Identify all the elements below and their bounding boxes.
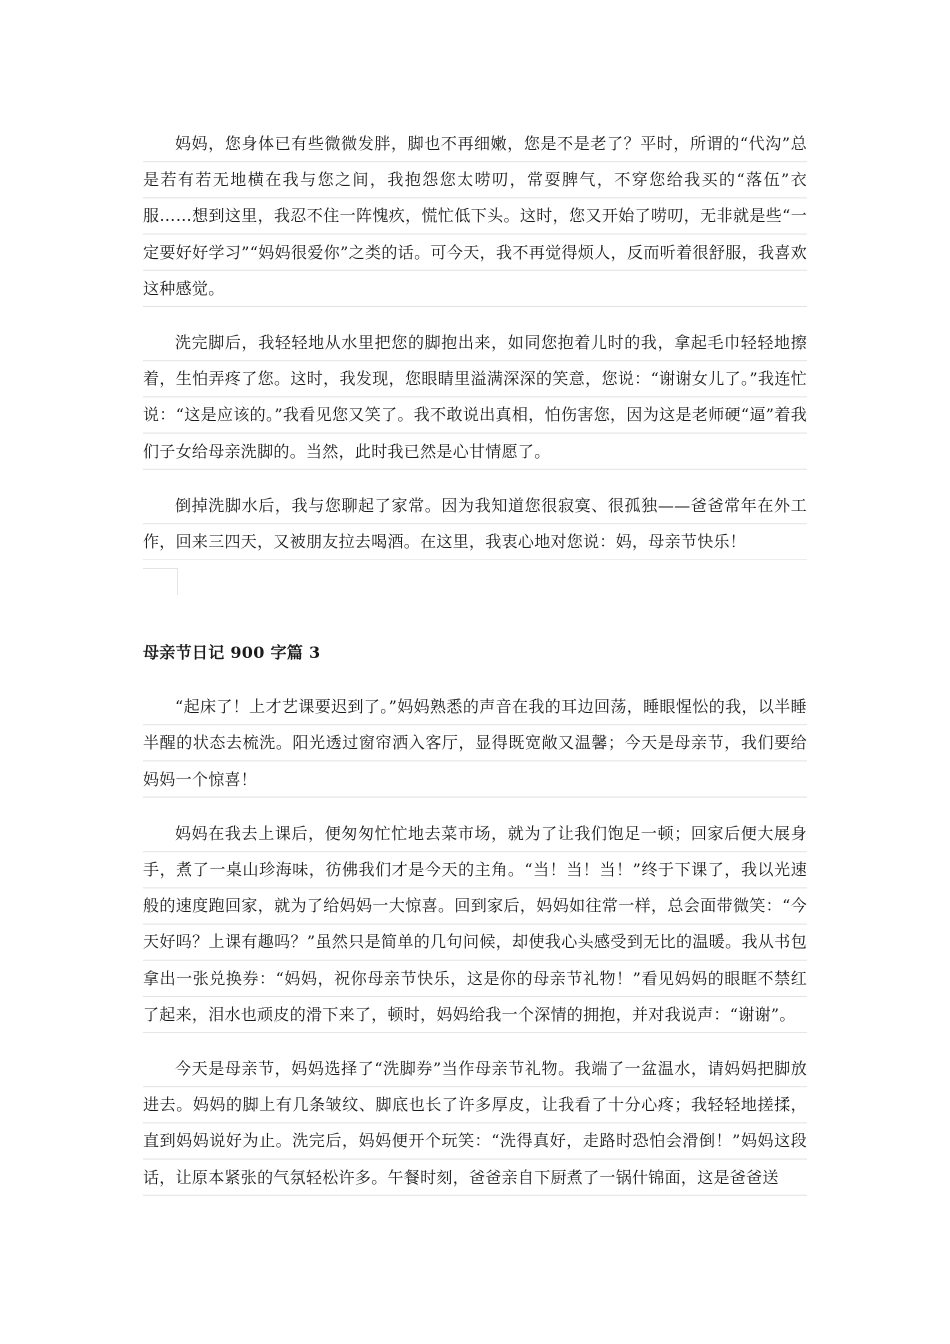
paragraph-gap <box>143 1033 807 1051</box>
empty-text-box <box>143 568 178 595</box>
section-gap <box>143 671 807 689</box>
paragraph: 妈妈，您身体已有些微微发胖，脚也不再细嫩，您是不是老了？平时，所谓的“代沟”总是若有若无地横在我与您之间，我抱怨您太唠叨，常耍脾气，不穿您给我买的“落伍”衣服……想到这里，我忍不住一阵愧疚，慌忙低下头。这时，您又开始了唠叨，无非就是些“一定要好好学习”“妈妈很爱你”之类的话。可今天，我不再觉得烦人，反而听着很舒服，我喜欢这种感觉。 <box>143 126 807 307</box>
paragraph: 今天是母亲节，妈妈选择了“洗脚券”当作母亲节礼物。我端了一盆温水，请妈妈把脚放进去。妈妈的脚上有几条皱纹、脚底也长了许多厚皮，让我看了十分心疼；我轻轻地搓揉，直到妈妈说好为止。洗完后，妈妈便开个玩笑：“洗得真好，走路时恐怕会滑倒！”妈妈这段话，让原本紧张的气氛轻松许多。午餐时刻，爸爸亲自下厨煮了一锅什锦面，这是爸爸送 <box>143 1051 807 1196</box>
paragraph: “起床了！上才艺课要迟到了。”妈妈熟悉的声音在我的耳边回荡，睡眼惺忪的我，以半睡半醒的状态去梳洗。阳光透过窗帘洒入客厅，显得既宽敞又温馨；今天是母亲节，我们要给妈妈一个惊喜！ <box>143 689 807 798</box>
paragraph: 洗完脚后，我轻轻地从水里把您的脚抱出来，如同您抱着儿时的我，拿起毛巾轻轻地擦着，生怕弄疼了您。这时，我发现，您眼睛里溢满深深的笑意，您说：“谢谢女儿了。”我连忙说：“这是应该的。”我看见您又笑了。我不敢说出真相，怕伤害您，因为这是老师硬“逼”着我们子女给母亲洗脚的。当然，此时我已然是心甘情愿了。 <box>143 325 807 470</box>
document-page <box>143 126 807 1196</box>
section-title: 母亲节日记 900 字篇 3 <box>143 643 321 663</box>
paragraph: 倒掉洗脚水后，我与您聊起了家常。因为我知道您很寂寞、很孤独——爸爸常年在外工作，回来三四天，又被朋友拉去喝酒。在这里，我衷心地对您说：妈，母亲节快乐！ <box>143 488 807 560</box>
paragraph-gap <box>143 470 807 488</box>
section-gap <box>143 595 807 635</box>
paragraph: 妈妈在我去上课后，便匆匆忙忙地去菜市场，就为了让我们饱足一顿；回家后便大展身手，煮了一桌山珍海味，彷佛我们才是今天的主角。“当！当！当！”终于下课了，我以光速般的速度跑回家，就为了给妈妈一大惊喜。回到家后，妈妈如往常一样，总会面带微笑：“今天好吗？上课有趣吗？”虽然只是简单的几句问候，却使我心头感受到无比的温暖。我从书包拿出一张兑换券：“妈妈，祝你母亲节快乐，这是你的母亲节礼物！”看见妈妈的眼眶不禁红了起来，泪水也顽皮的滑下来了，顿时，妈妈给我一个深情的拥抱，并对我说声：“谢谢”。 <box>143 816 807 1033</box>
paragraph-gap <box>143 798 807 816</box>
paragraph-gap <box>143 307 807 325</box>
